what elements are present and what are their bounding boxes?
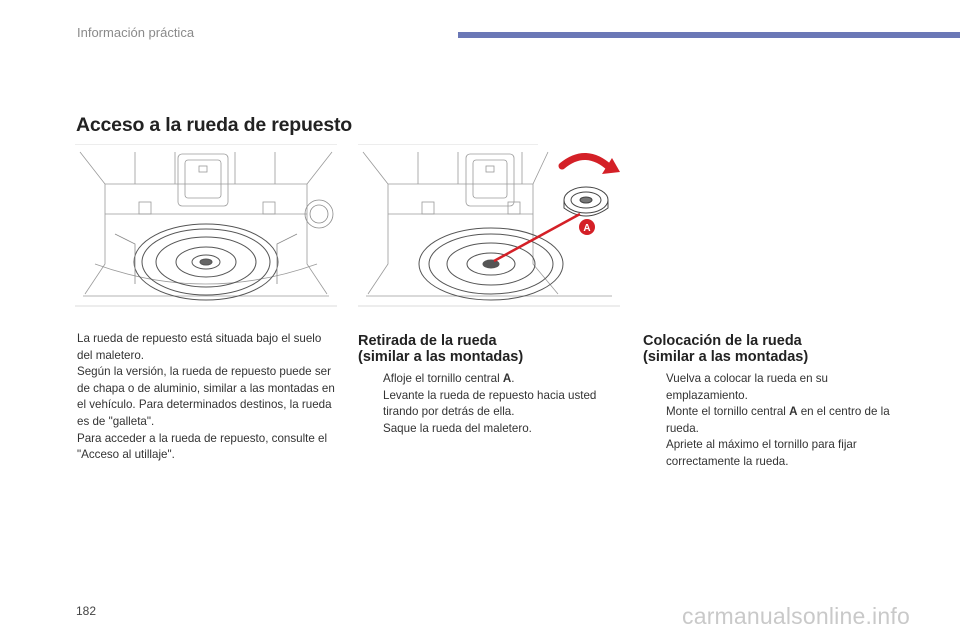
intro-line: La rueda de repuesto está situada bajo el suelo del maletero. [77, 332, 322, 362]
trunk-spare-wheel-illustration [75, 144, 337, 312]
section-header-bar [458, 32, 960, 38]
step-bold: A [502, 372, 512, 385]
step-text: Saque la rueda del maletero. [383, 421, 532, 435]
removal-title-subline: (similar a las montadas) [358, 349, 524, 365]
intro-text [77, 331, 339, 464]
step-text: Vuelva a colocar la rueda en su emplazamiento. [666, 372, 828, 402]
installation-title-line: Colocación de la rueda [643, 333, 802, 349]
installation-section-title [643, 333, 808, 365]
removal-section-title [358, 333, 523, 365]
installation-steps [643, 371, 893, 471]
step-text: Afloje el tornillo central [383, 372, 503, 385]
spare-wheel-removal-illustration [358, 144, 620, 312]
step-text: Apriete al máximo el tornillo para fijar correctamente la rueda. [666, 438, 857, 468]
section-header-title: Información práctica [77, 25, 195, 40]
step-text: Levante la rueda de repuesto hacia usted tirando por detrás de ella. [383, 388, 597, 419]
list-item [643, 437, 893, 470]
list-item [360, 421, 610, 438]
step-after: . [511, 372, 515, 385]
callout-a-label: A [583, 223, 591, 234]
removal-title-line: Retirada de la rueda [358, 333, 497, 349]
step-bold: A [789, 405, 798, 419]
watermark: carmanualsonline.info [682, 603, 910, 629]
installation-title-subline: (similar a las montadas) [643, 349, 809, 365]
list-item [360, 371, 610, 388]
page-title: Acceso a la rueda de repuesto [76, 114, 352, 136]
step-after: en el centro de la rueda. [666, 405, 890, 435]
step-text: Monte el tornillo central [666, 405, 790, 419]
intro-line: Según la versión, la rueda de repuesto puede ser de chapa o de aluminio, similar a las montadas en el vehículo. Para determinados destinos, la rueda es de "galleta". [77, 365, 335, 428]
removal-steps [360, 371, 610, 437]
page-number: 182 [76, 604, 97, 618]
intro-line: Para acceder a la rueda de repuesto, consulte el "Acceso al utillaje". [77, 431, 328, 462]
list-item [360, 388, 610, 421]
list-item [643, 371, 893, 404]
list-item [643, 404, 893, 437]
